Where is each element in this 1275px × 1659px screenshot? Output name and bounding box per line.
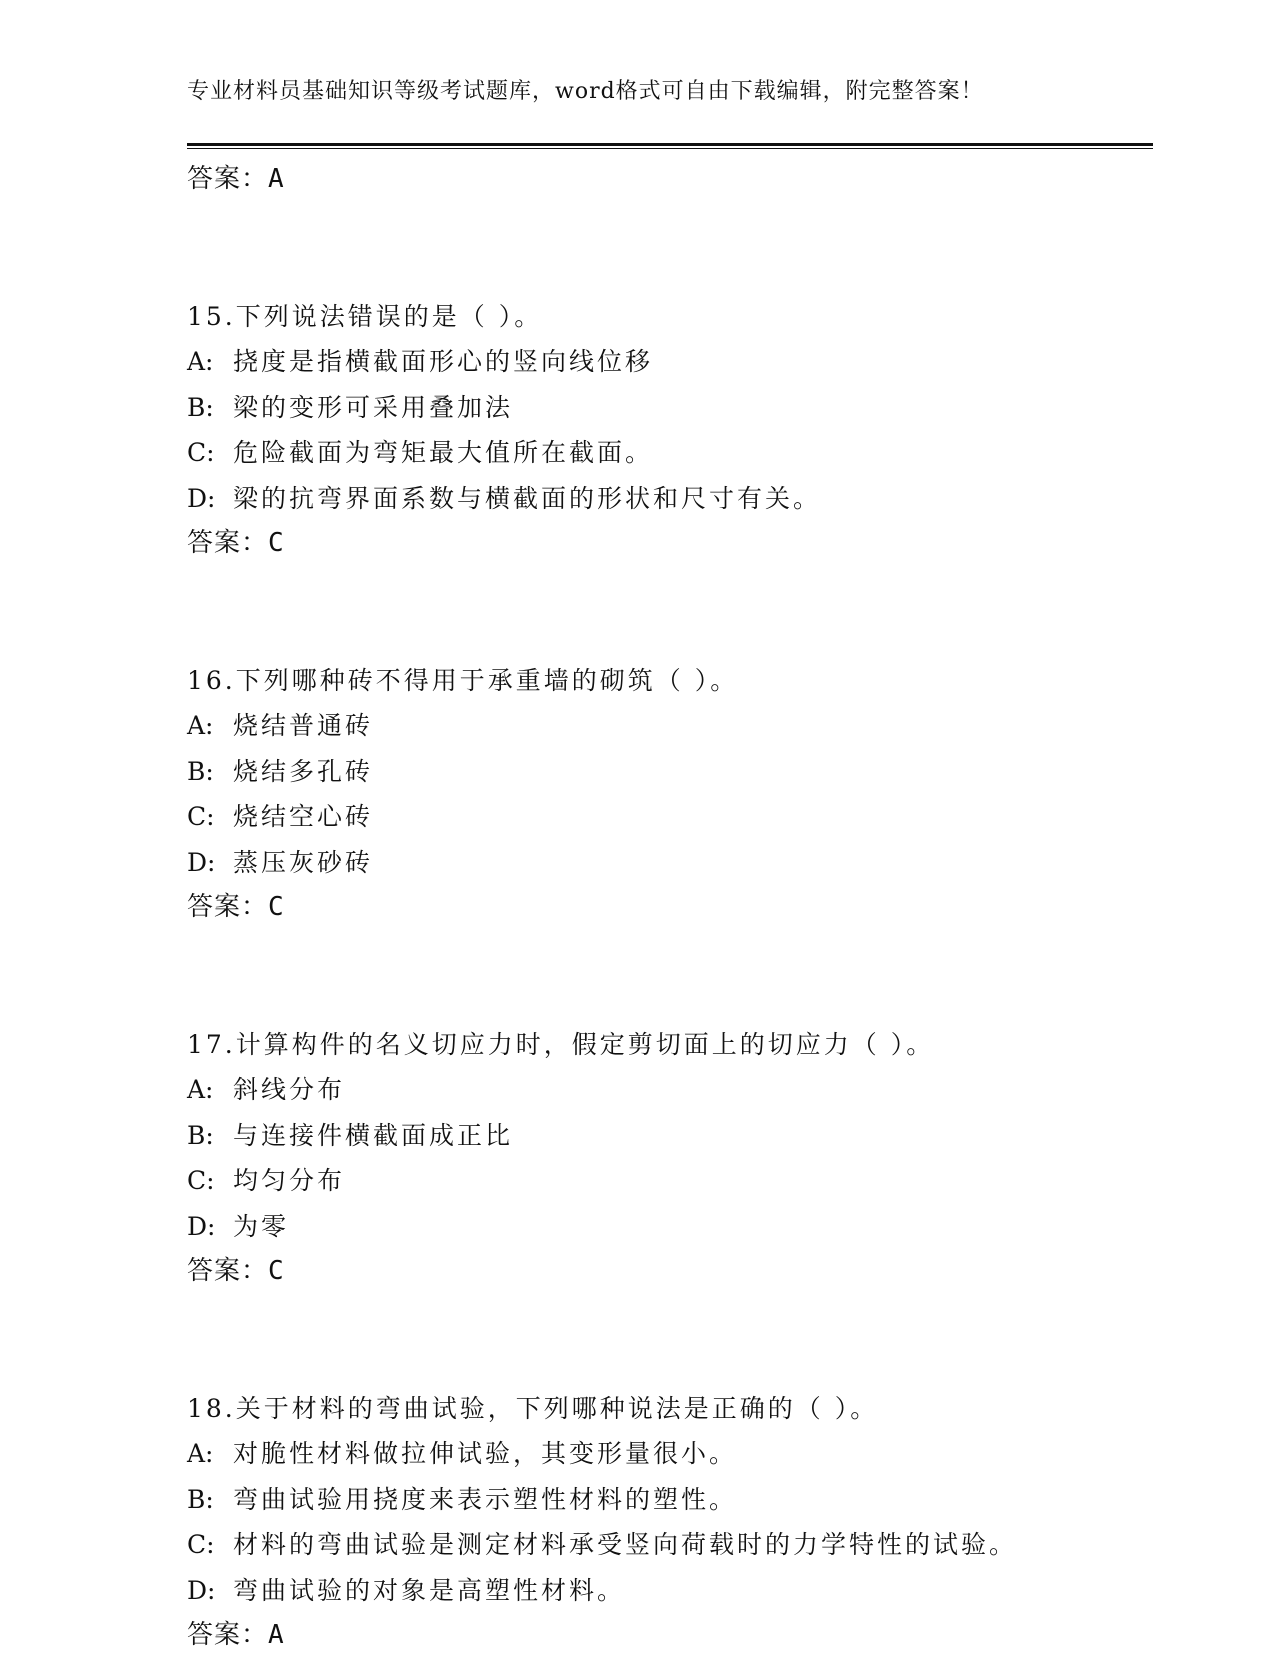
option-line (187, 1568, 1187, 1614)
option-line (187, 749, 1187, 795)
option-text: 烧结普通砖 (233, 711, 374, 740)
option-line (187, 1477, 1187, 1523)
option-text: 危险截面为弯矩最大值所在截面。 (233, 438, 654, 467)
option-label: A: (187, 347, 214, 376)
option-label: A: (187, 711, 214, 740)
answer-value: C (268, 1256, 285, 1286)
option-line (187, 1113, 1187, 1159)
option-label: C: (187, 1166, 215, 1195)
answer-label: 答案： (187, 164, 269, 194)
option-label: A: (187, 1439, 214, 1468)
question-stem: 17.计算构件的名义切应力时，假定剪切面上的切应力（ ）。 (187, 1029, 935, 1059)
option-text: 梁的变形可采用叠加法 (233, 392, 514, 422)
answer-value: A (268, 1620, 285, 1650)
option-text: 弯曲试验的对象是高塑性材料。 (233, 1575, 626, 1605)
option-line (187, 476, 1187, 522)
option-line (187, 1522, 1187, 1568)
option-label: C: (187, 802, 215, 831)
option-text: 烧结多孔砖 (233, 756, 374, 786)
answer-line (187, 1249, 1187, 1295)
answer-value: C (268, 528, 285, 558)
option-line (187, 840, 1187, 886)
option-text: 斜线分布 (233, 1075, 346, 1104)
spacer (187, 567, 1187, 658)
question-stem: 15.下列说法错误的是（ ）。 (187, 301, 543, 331)
answer-label: 答案： (187, 1256, 269, 1286)
option-text: 梁的抗弯界面系数与横截面的形状和尺寸有关。 (233, 483, 822, 513)
option-label: D: (187, 1211, 216, 1241)
option-label: D: (187, 847, 216, 877)
option-line (187, 1431, 1187, 1477)
option-text: 对脆性材料做拉伸试验，其变形量很小。 (233, 1439, 738, 1468)
answer-value: A (268, 164, 285, 194)
option-text: 材料的弯曲试验是测定材料承受竖向荷载时的力学特性的试验。 (233, 1530, 1018, 1559)
option-text: 与连接件横截面成正比 (233, 1120, 514, 1150)
spacer (187, 931, 1187, 1022)
option-label: B: (187, 1484, 214, 1514)
option-text: 蒸压灰砂砖 (233, 847, 374, 877)
option-label: B: (187, 392, 214, 422)
option-line (187, 339, 1187, 385)
option-text: 烧结空心砖 (233, 802, 374, 831)
option-line (187, 703, 1187, 749)
option-text: 弯曲试验用挠度来表示塑性材料的塑性。 (233, 1484, 738, 1514)
option-label: C: (187, 438, 215, 467)
question-stem: 16.下列哪种砖不得用于承重墙的砌筑（ ）。 (187, 665, 739, 695)
option-line (187, 430, 1187, 476)
option-line (187, 794, 1187, 840)
option-label: B: (187, 1120, 214, 1150)
header-rule-thick (187, 143, 1153, 146)
question-block (187, 294, 1187, 567)
question-stem: 18.关于材料的弯曲试验，下列哪种说法是正确的（ ）。 (187, 1393, 879, 1423)
option-text: 挠度是指横截面形心的竖向线位移 (233, 347, 654, 376)
answer-label: 答案： (187, 892, 269, 922)
answer-line (187, 157, 1187, 203)
question-block (187, 1022, 1187, 1295)
question-block (187, 1386, 1187, 1659)
answer-value: C (268, 892, 285, 922)
question-list (187, 157, 1187, 1659)
option-label: B: (187, 756, 214, 786)
answer-line (187, 885, 1187, 931)
option-label: D: (187, 483, 216, 513)
spacer (187, 1295, 1187, 1386)
answer-label: 答案： (187, 1620, 269, 1650)
option-line (187, 1204, 1187, 1250)
answer-line (187, 521, 1187, 567)
option-label: A: (187, 1075, 214, 1104)
option-line (187, 1067, 1187, 1113)
option-label: D: (187, 1575, 216, 1605)
answer-line (187, 1613, 1187, 1659)
option-line (187, 1158, 1187, 1204)
header-rule-thin (187, 148, 1153, 149)
question-block (187, 658, 1187, 931)
option-line (187, 385, 1187, 431)
option-label: C: (187, 1530, 215, 1559)
option-text: 为零 (233, 1211, 290, 1241)
page-header: 专业材料员基础知识等级考试题库，word格式可自由下载编辑，附完整答案！ (187, 79, 984, 104)
answer-label: 答案： (187, 528, 269, 558)
spacer (187, 203, 1187, 294)
option-text: 均匀分布 (233, 1166, 346, 1195)
